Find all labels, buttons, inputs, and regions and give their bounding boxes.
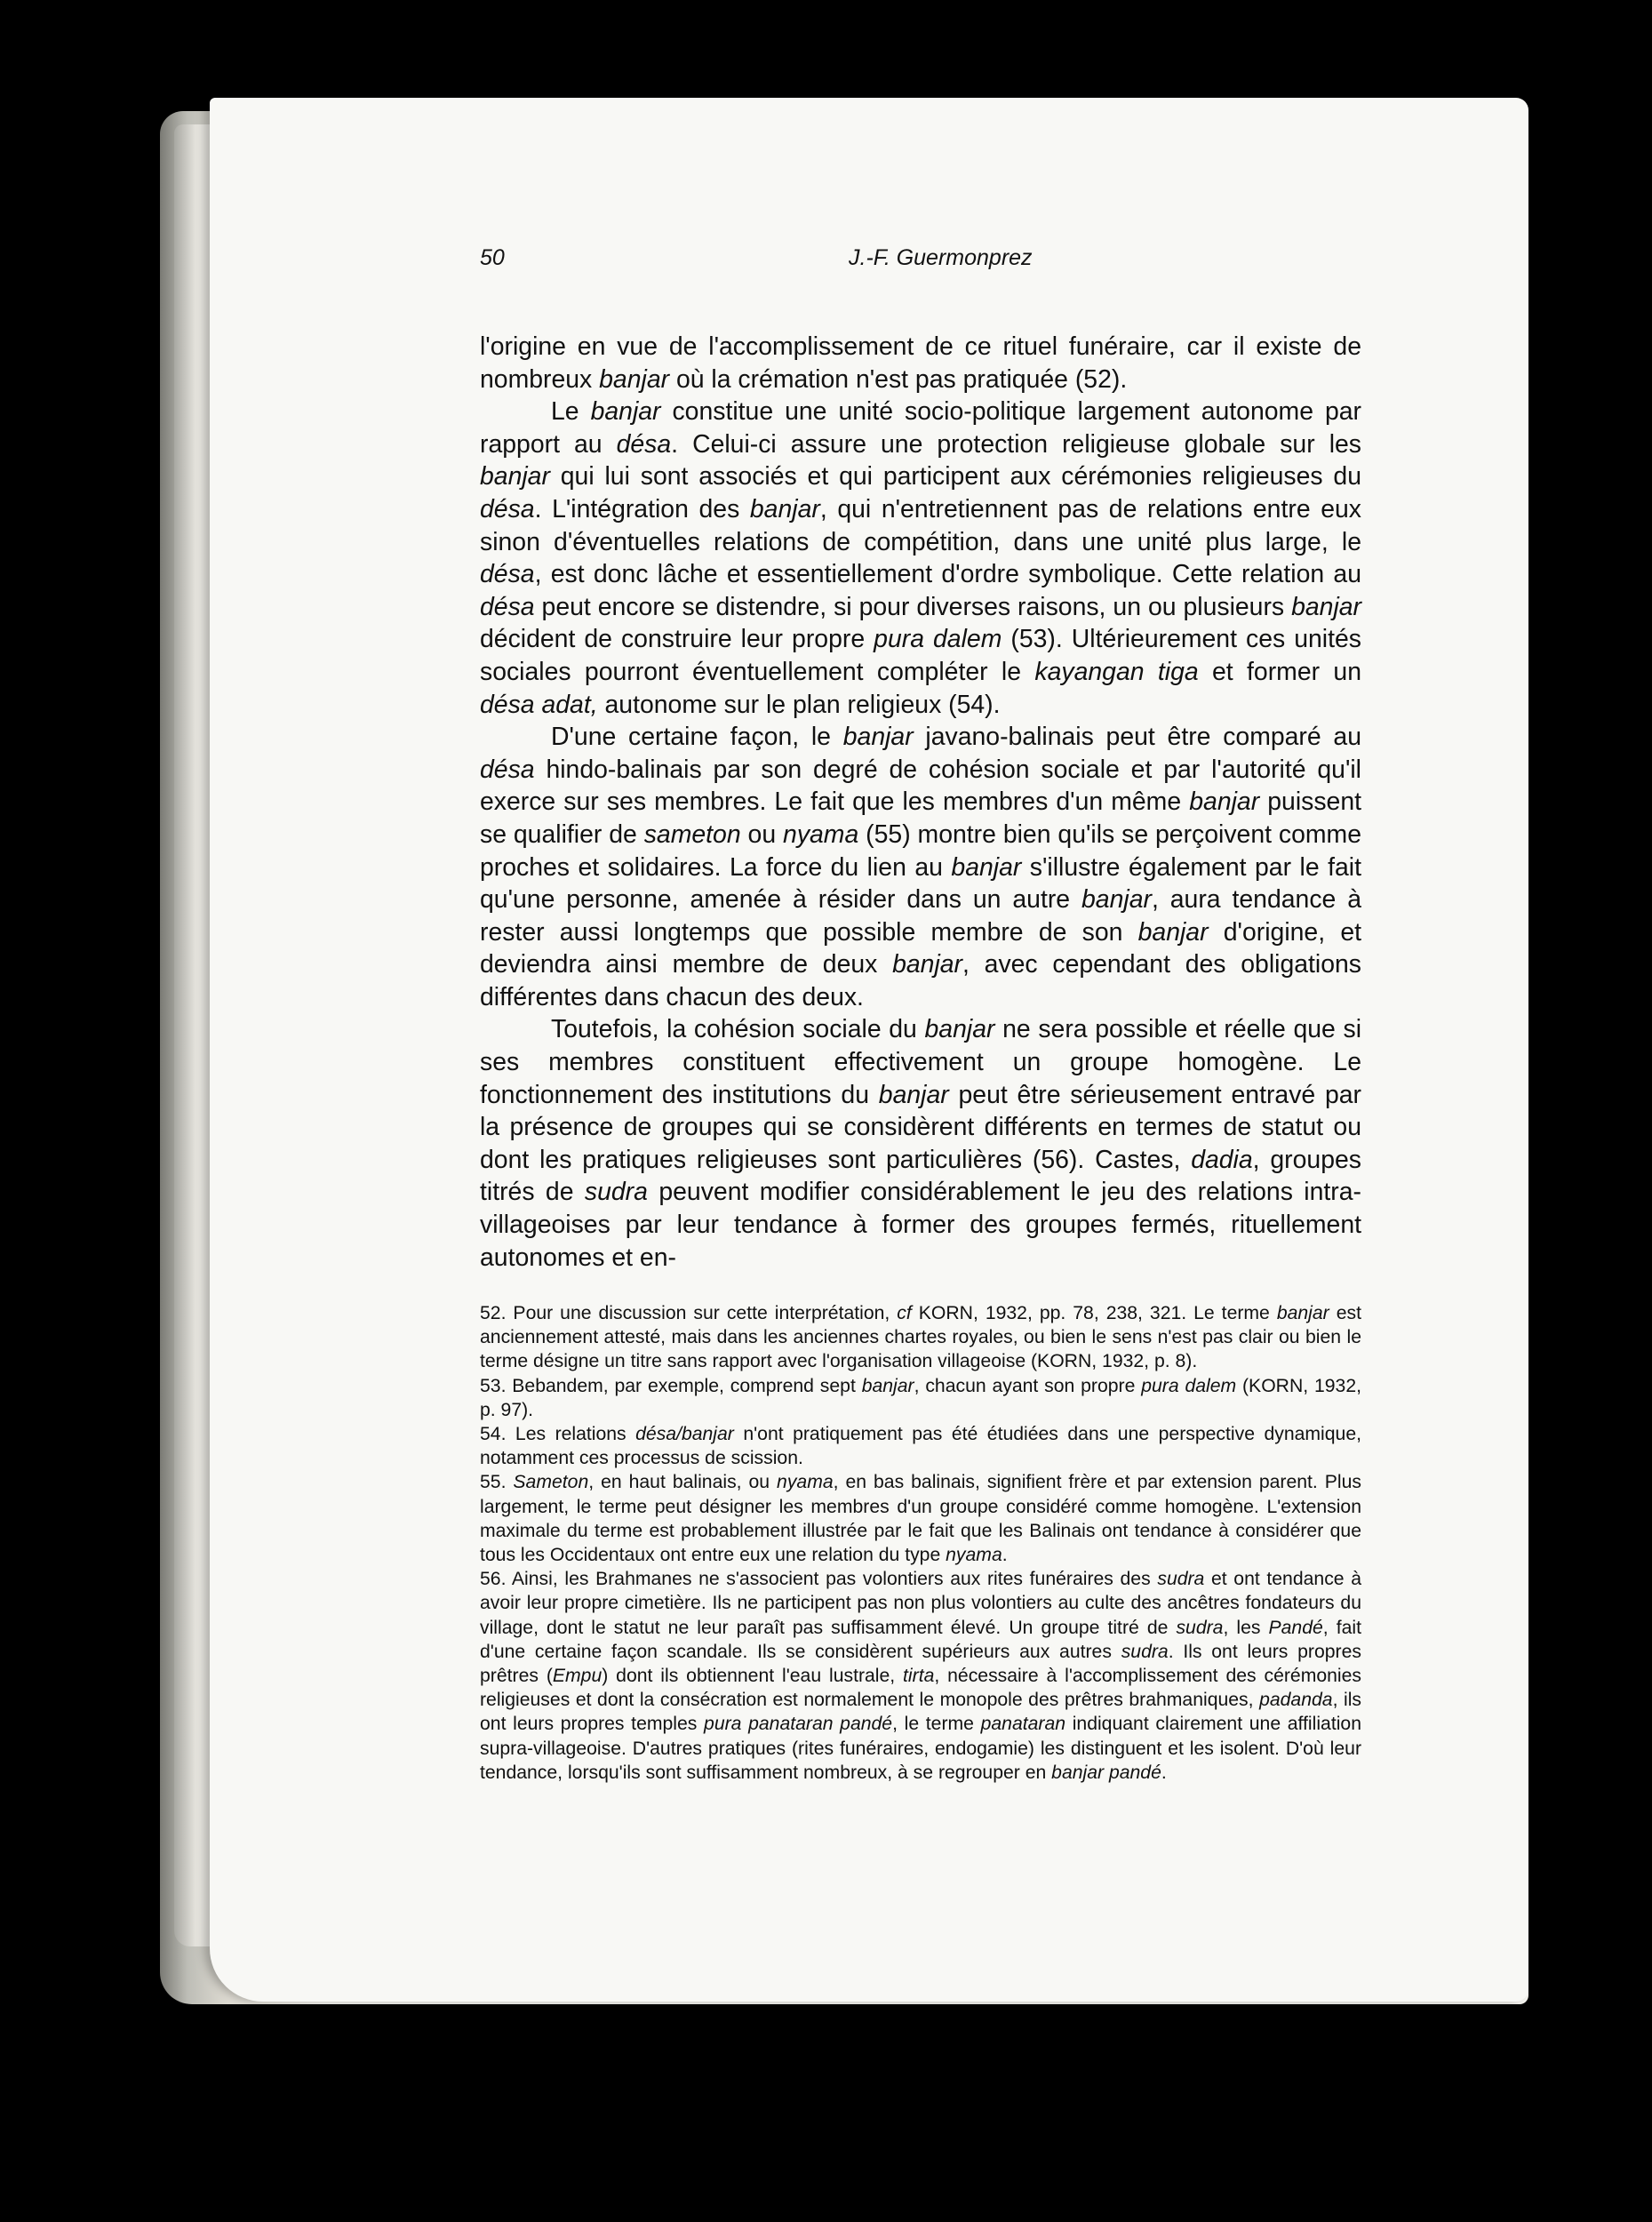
text-run: ou (740, 819, 784, 849)
text-run: , ils ont leurs propres temples (480, 1690, 1362, 1735)
text-run: peut être sérieusement entravé par la présence de groupes qui se considèrent différents en termes de statut ou dont les pratiques religieuses sont particulières (56). Castes, (480, 1080, 1362, 1174)
text-run: 56. Ainsi, les Brahmanes ne s'associent pas volontiers aux rites funéraires des (480, 1569, 1158, 1590)
text-run: 52. Pour une discussion sur cette interprétation, (480, 1303, 898, 1323)
italic-term: banjar (892, 950, 963, 979)
text-run: l'origine en vue de l'accomplissement de ce rituel funéraire, car il existe de nombreux (480, 332, 1361, 394)
italic-term: nyama (777, 1472, 834, 1493)
italic-term: banjar (878, 1080, 949, 1109)
text-run: (55) montre bien qu'ils se perçoivent comme proches et solidaires. La force du lien au (480, 819, 1361, 882)
italic-term: banjar (590, 397, 661, 427)
text-run: peuvent modifier considérablement le jeu des relations intra-villageoises par leur tendance à former des groupes fermés, rituellement autonomes et en- (480, 1178, 1361, 1272)
text-run: d'origine, et deviendra ainsi membre de deux (480, 917, 1361, 979)
text-run: . (1002, 1545, 1008, 1566)
italic-term: banjar (1081, 885, 1152, 915)
text-run: , en bas balinais, signifient frère et par extension parent. Plus largement, le terme peut désigner les membres d'un groupe considéré comme homogène. L'extension maximale du terme est probablement illustrée par le fait que les Balinais ont tendance à considérer que tous les Occidentaux ont entre eux une relation du type (480, 1472, 1361, 1566)
italic-term: désa (616, 429, 672, 459)
text-run: 54. Les relations (480, 1424, 636, 1445)
italic-term: pura dalem (1141, 1375, 1237, 1396)
italic-term: sudra (1121, 1641, 1169, 1662)
italic-term: padanda (1259, 1690, 1333, 1711)
italic-term: banjar (1189, 787, 1260, 817)
text-run: ne sera possible et réelle que si ses membres constituent effectivement un groupe homogène. Le fonctionnement des institutions du (480, 1015, 1361, 1109)
text-run: , est donc lâche et essentiellement d'ordre symbolique. Cette relation au (534, 560, 1361, 589)
text-run: . Ils ont leurs propres prêtres ( (480, 1641, 1361, 1687)
italic-term: banjar (1137, 917, 1209, 947)
italic-term: pura panataran pandé (704, 1714, 893, 1735)
text-run: 55. (480, 1472, 514, 1493)
text-run: . Celui-ci assure une protection religieuse globale sur les (671, 429, 1361, 459)
text-run: et ont tendance à avoir leur propre cimetière. Ils ne participent pas non plus volontiers au culte des ancêtres fondateurs du village, dont le statut ne leur paraît pas suffisamment élevé. Un groupe titré de (480, 1569, 1361, 1638)
italic-term: désa adat, (480, 690, 598, 719)
text-run: , avec cependant des obligations différentes dans chacun des deux. (480, 950, 1361, 1011)
text-run: , aura tendance à rester aussi longtemps que possible membre de son (480, 885, 1362, 947)
paragraph (480, 331, 1361, 396)
italic-term: dadia (1191, 1145, 1253, 1174)
text-run: , qui n'entretiennent pas de relations entre eux sinon d'éventuelles relations de compétition, dans une unité plus large, le (480, 494, 1361, 556)
italic-term: désa (480, 560, 535, 589)
running-head: J.-F. Guermonprez (849, 245, 1033, 270)
italic-term: pura dalem (874, 625, 1002, 654)
text-run: D'une certaine façon, le (551, 723, 843, 752)
text-run: n'ont pratiquement pas été étudiées dans une perspective dynamique, notamment ces processus de scission. (480, 1424, 1361, 1469)
text-run: , groupes titrés de (480, 1145, 1361, 1207)
italic-term: banjar (749, 494, 820, 524)
italic-term: sudra (1157, 1569, 1205, 1590)
footnote-55 (480, 1470, 1361, 1567)
italic-term: désa/banjar (635, 1424, 734, 1445)
text-run: , fait d'une certaine façon scandale. Ils se considèrent supérieurs aux autres (480, 1617, 1361, 1662)
text-run: est anciennement attesté, mais dans les anciennes chartes royales, ou bien le sens n'est pas clair ou bien le terme désigne un titre sans rapport avec l'organisation villageoise (KORN, 1932, p. 8). (480, 1303, 1361, 1372)
italic-term: banjar (951, 852, 1022, 882)
italic-term: sudra (584, 1178, 648, 1207)
italic-term: nyama (946, 1545, 1002, 1566)
italic-term: banjar pandé (1051, 1762, 1161, 1783)
footnote-54 (480, 1422, 1361, 1470)
text-run: autonome sur le plan religieux (54). (597, 690, 1001, 719)
text-run: Toutefois, la cohésion sociale du (551, 1015, 925, 1044)
italic-term: banjar (480, 462, 550, 492)
text-run: constitue une unité socio-politique largement autonome par rapport au (480, 397, 1362, 459)
italic-term: désa (480, 494, 535, 524)
italic-term: banjar (1291, 592, 1361, 621)
text-run: s'illustre également par le fait qu'une personne, amenée à résider dans un autre (480, 852, 1361, 915)
text-run: décident de construire leur propre (480, 625, 874, 654)
italic-term: panataran (980, 1714, 1066, 1735)
text-run: . L'intégration des (534, 494, 750, 524)
paragraph (480, 396, 1361, 721)
page-number: 50 (480, 245, 505, 270)
main-text (480, 331, 1361, 1274)
footnote-52 (480, 1301, 1361, 1374)
paragraph (480, 721, 1361, 1013)
italic-term: sameton (643, 819, 741, 849)
text-run: ) dont ils obtiennent l'eau lustrale, (602, 1666, 904, 1687)
italic-term: Pandé (1268, 1617, 1323, 1638)
text-run: où la crémation n'est pas pratiquée (52). (669, 364, 1128, 394)
paragraph (480, 1013, 1361, 1274)
text-run: , le terme (892, 1714, 981, 1735)
text-run: indiquant clairement une affiliation supra-villageoise. D'autres pratiques (rites funéraires, endogamie) les distinguent et les isolent. D'où leur tendance, lorsqu'ils sont suffisamment nombreux, à se regrouper en (480, 1714, 1361, 1783)
italic-term: kayangan tiga (1034, 657, 1199, 686)
text-run: , en haut balinais, ou (588, 1472, 778, 1493)
text-run: 53. Bebandem, par exemple, comprend sept (480, 1375, 862, 1396)
text-run: Le (551, 397, 591, 427)
text-run: (KORN, 1932, p. 97). (480, 1375, 1362, 1420)
italic-term: banjar (842, 723, 914, 752)
italic-term: banjar (1276, 1303, 1329, 1323)
text-run: . (1161, 1762, 1167, 1783)
footnotes (480, 1301, 1361, 1785)
text-run: et former un (1198, 657, 1361, 686)
italic-term: Sameton (513, 1472, 589, 1493)
italic-term: désa (480, 592, 535, 621)
italic-term: tirta (903, 1666, 935, 1687)
footnote-53 (480, 1374, 1361, 1422)
italic-term: Empu (552, 1666, 603, 1687)
text-run: , nécessaire à l'accomplissement des cérémonies religieuses et dont la consécration est normalement le monopole des prêtres brahmaniques, (480, 1666, 1361, 1711)
italic-term: banjar (861, 1375, 914, 1396)
text-run: (53). Ultérieurement ces unités sociales pourront éventuellement compléter le (480, 625, 1361, 686)
italic-term: cf (897, 1303, 912, 1323)
text-run: peut encore se distendre, si pour diverses raisons, un ou plusieurs (534, 592, 1292, 621)
italic-term: banjar (599, 364, 670, 394)
text-run: javano-balinais peut être comparé au (913, 723, 1361, 752)
italic-term: nyama (783, 819, 859, 849)
italic-term: sudra (1176, 1617, 1224, 1638)
italic-term: banjar (924, 1015, 995, 1044)
text-run: , les (1223, 1617, 1269, 1638)
footnote-56 (480, 1567, 1361, 1785)
text-run: puissent se qualifier de (480, 787, 1361, 849)
text-run: , chacun ayant son propre (914, 1375, 1142, 1396)
book-spine-edge (174, 124, 213, 1946)
text-run: qui lui sont associés et qui participent aux cérémonies religieuses du (549, 462, 1361, 492)
text-run: hindo-balinais par son degré de cohésion sociale et par l'autorité qu'il exerce sur ses membres. Le fait que les membres d'un même (480, 755, 1361, 817)
italic-term: désa (480, 755, 535, 784)
text-run: KORN, 1932, pp. 78, 238, 321. Le terme (911, 1303, 1277, 1323)
